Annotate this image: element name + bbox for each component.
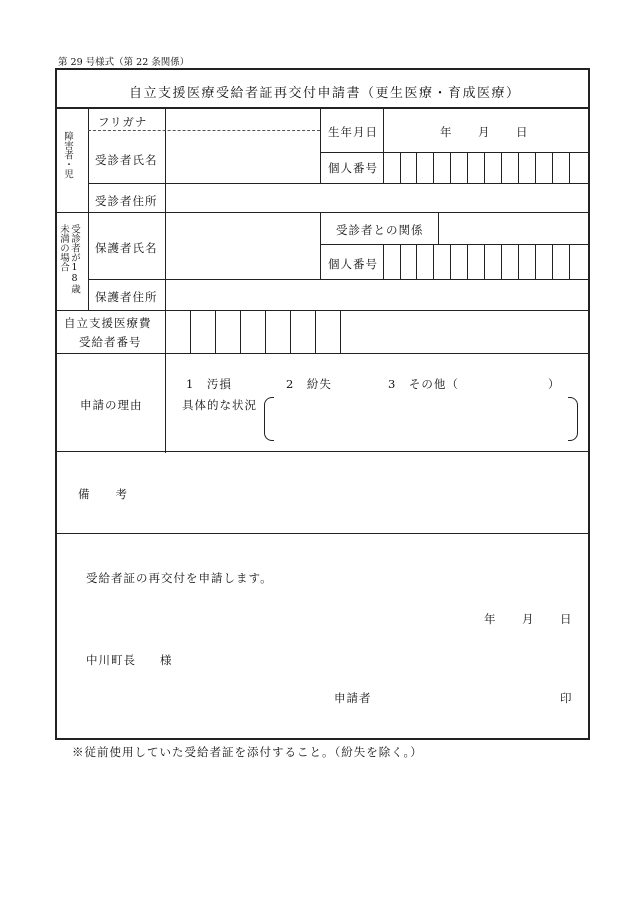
- furigana-label: フリガナ: [98, 115, 148, 129]
- rule: [165, 107, 166, 453]
- reason-option-2[interactable]: 2 紛失: [286, 377, 332, 391]
- rule: [320, 152, 590, 153]
- rule: [383, 244, 384, 279]
- rule: [438, 212, 439, 244]
- situation-label: 具体的な状況: [182, 398, 257, 412]
- birth-day: 日: [516, 125, 529, 139]
- date-month: 月: [522, 612, 535, 626]
- remarks-label: 備 考: [78, 487, 128, 501]
- guardian-personal-number-label: 個人番号: [328, 257, 378, 271]
- rule: [383, 107, 384, 183]
- personal-number-label: 個人番号: [328, 161, 378, 175]
- applicant-label: 申請者: [334, 691, 372, 705]
- rule: [320, 212, 321, 279]
- guardian-name-label: 保護者氏名: [95, 241, 158, 255]
- form-title: 自立支援医療受給者証再交付申請書（更生医療・育成医療）: [129, 86, 521, 101]
- furigana-dashed-rule: [88, 130, 320, 131]
- date-year: 年: [484, 612, 497, 626]
- rule: [55, 451, 590, 452]
- patient-name-label: 受診者氏名: [95, 153, 158, 167]
- form-number: 第 29 号様式（第 22 条関係）: [58, 57, 190, 68]
- birth-month: 月: [478, 125, 491, 139]
- rule: [55, 533, 590, 534]
- declaration-text: 受給者証の再交付を申請します。: [86, 571, 273, 585]
- birth-year: 年: [440, 125, 453, 139]
- rule: [320, 244, 590, 245]
- reason-option-1[interactable]: 1 汚損: [186, 377, 232, 391]
- rule: [320, 107, 321, 183]
- rule: [55, 107, 590, 109]
- addressee-honorific: 様: [160, 653, 173, 667]
- footnote: ※従前使用していた受給者証を添付すること。（紛失を除く。）: [72, 745, 423, 759]
- right-bracket: [568, 397, 578, 441]
- addressee-name: 中川町長: [86, 653, 136, 667]
- seal-mark: 印: [560, 691, 573, 705]
- patient-address-label: 受診者住所: [95, 194, 158, 208]
- reason-label: 申請の理由: [80, 398, 143, 412]
- guardian-address-label: 保護者住所: [95, 290, 158, 304]
- rule: [55, 353, 590, 354]
- birthdate-label: 生年月日: [328, 125, 378, 139]
- relation-label: 受診者との関係: [336, 223, 424, 237]
- patient-group-label: 障害者・児: [62, 131, 73, 179]
- date-day: 日: [560, 612, 573, 626]
- rule: [88, 279, 590, 280]
- guardian-group-label: 受診者が18歳未満の場合: [58, 224, 80, 294]
- rule: [88, 183, 590, 184]
- reason-option-3[interactable]: 3 その他（: [388, 377, 459, 391]
- reason-close-paren: ）: [548, 377, 561, 391]
- recipient-label-2: 受給者番号: [79, 335, 142, 349]
- rule: [55, 212, 590, 213]
- rule: [55, 310, 590, 311]
- left-bracket: [264, 397, 274, 441]
- recipient-label-1: 自立支援医療費: [64, 316, 152, 330]
